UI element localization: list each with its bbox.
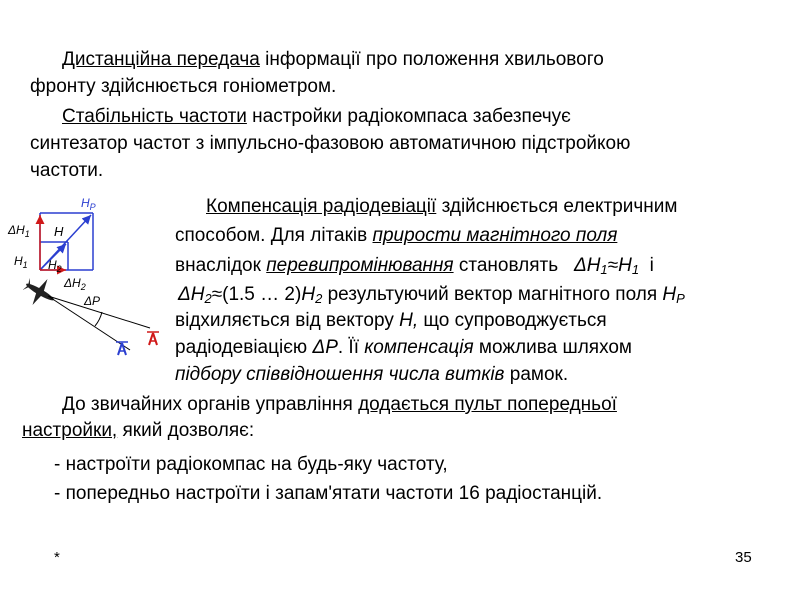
- footer-left: *: [54, 549, 60, 566]
- label-dp: ΔP: [84, 294, 101, 308]
- para3-l6-b: ΔP: [312, 337, 338, 358]
- para3-l7-b: рамок.: [504, 364, 569, 385]
- para3-l6-d: компенсація: [364, 337, 474, 358]
- para3-l4-a: $\Delta H_2$: [178, 284, 212, 306]
- page-number: 35: [735, 549, 752, 566]
- para1-line2: фронту здійснюється гоніометром.: [30, 76, 337, 97]
- para3-l7-a: підбору співвідношення числа витків: [175, 364, 505, 385]
- para4-line1: [62, 391, 617, 418]
- para1-rest: інформації про положення хвильового: [259, 49, 604, 70]
- label-dh1: $\Delta H_1$: [8, 223, 30, 239]
- para4-d: який дозволяє:: [117, 420, 255, 441]
- para4-line2: [22, 417, 254, 444]
- label-hp: $H_P$: [81, 196, 96, 212]
- bullet-item: - настроїти радіокомпас на будь-яку частоту,: [54, 454, 448, 475]
- airplane-icon: [19, 271, 62, 313]
- para3-l2-b: прирости магнітного поля: [372, 225, 618, 246]
- para1-term: Дистанційна передача: [62, 49, 260, 70]
- para3-l4-b: ≈(1.5 … 2): [211, 284, 302, 305]
- para3-l3-b: перевипромінювання: [266, 255, 454, 276]
- para3-l1-rest: здійснюється електричним: [436, 196, 678, 217]
- label-dh2: $\Delta H_2$: [64, 276, 86, 292]
- para4-a: До звичайних органів управління: [62, 394, 359, 415]
- para3-line1: [206, 193, 677, 220]
- para3-l5-a: відхиляється від вектору: [175, 310, 400, 331]
- para3-l6-c: . Її: [337, 337, 365, 358]
- para3-line3: [175, 252, 654, 279]
- para3-line7: [175, 361, 568, 388]
- para3-line4: [178, 281, 685, 308]
- para3-line2: [175, 222, 617, 249]
- para3-l5-c: що супроводжується: [418, 310, 607, 331]
- para3-l4-e: $H_P$: [662, 284, 685, 306]
- para3-l5-b: H,: [399, 310, 419, 331]
- para2-line1: [62, 103, 571, 130]
- para2-rest: настройки радіокомпаса забезпечує: [246, 106, 571, 127]
- para4-b: додається пульт попередньої: [358, 394, 617, 415]
- para3-l3-f: і: [639, 255, 654, 276]
- para2-term: Стабільність частоти: [62, 106, 247, 127]
- antenna-icon-1: [116, 342, 128, 355]
- label-h: H: [54, 224, 64, 239]
- para3-l6-a: радіодевіацією: [175, 337, 313, 358]
- para3-l2-a: способом. Для літаків: [175, 225, 373, 246]
- para3-term: Компенсація радіодевіації: [206, 196, 437, 217]
- para4-c: настройки,: [22, 420, 118, 441]
- para2-line3: частоти.: [30, 160, 104, 181]
- deviation-arc: [95, 312, 102, 326]
- para3-l4-c: $H_2$: [301, 284, 323, 306]
- para2-line2: синтезатор частот з імпульсно-фазовою автоматичною підстройкою: [30, 133, 631, 154]
- bullet-item: - попередньо настроїти і запам'ятати частоти 16 радіостанцій.: [54, 483, 603, 504]
- para3-l3-a: внаслідок: [175, 255, 267, 276]
- para3-line5: [175, 307, 607, 334]
- label-h1: $H_1$: [14, 254, 28, 270]
- para3-l3-c: становлять: [453, 255, 574, 276]
- compensation-diagram: [0, 190, 175, 365]
- para3-l4-d: результуючий вектор магнітного поля: [322, 284, 663, 305]
- label-h2: $H_2$: [48, 258, 62, 274]
- antenna-icon-2: [147, 332, 159, 345]
- para3-line6: [175, 334, 632, 361]
- para3-l6-e: можлива шляхом: [473, 337, 632, 358]
- para3-l3-d: $\Delta H_1\approx H_1$: [573, 255, 640, 277]
- para1-line1: [62, 46, 604, 73]
